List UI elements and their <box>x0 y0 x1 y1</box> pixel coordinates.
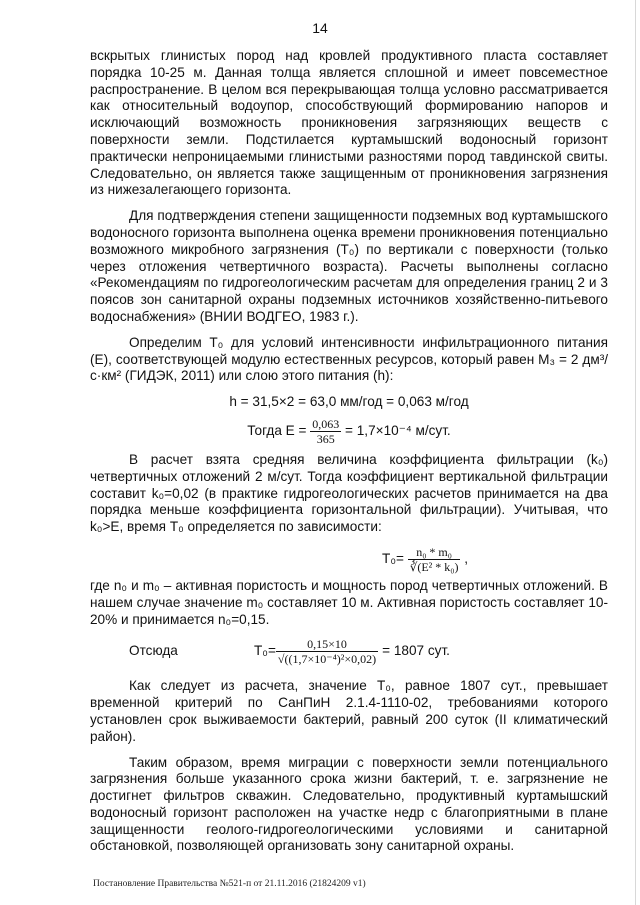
equation-e-suffix: = 1,7×10⁻⁴ м/сут. <box>345 423 451 439</box>
fraction-result-numerator: 0,15×10 <box>276 637 378 652</box>
otsyuda-label: Отсюда <box>129 643 178 659</box>
equation-t0-suffix: , <box>464 551 468 567</box>
paragraph-1: вскрытых глинистых пород над кровлей продуктивного пласта составляет порядка 10-25 м. Данная толща является сплошной и имеет повсеместное распространение. В целом вся перекрывающая толща условно рассматривается как относительный водоупор, способствующий формированию напоров и исключающий возможность проникновения загрязняющих веществ с поверхности земли. Подстилается куртамышский водоносный горизонт практически непроницаемыми глинистыми разностями пород тавдинской свиты. Следовательно, он является также защищенным от проникновения загрязнения из нижезалегающего горизонта. <box>90 48 608 198</box>
paragraph-5: где n₀ и m₀ – активная пористость и мощность пород четвертичных отложений. В нашем случае значение m₀ составляет 10 м. Активная пористость составляет 10-20% и принимается n₀=0,15. <box>90 577 608 627</box>
fraction-t0 <box>408 545 461 574</box>
paragraph-7: Таким образом, время миграции с поверхности земли потенциального загрязнения больше указанного срока жизни бактерий, т. е. загрязнение не достигнет фильтров скважин. Следовательно, продуктивный куртамышский водоносный горизонт расположен на участке недр с благоприятными в плане защищенности геолого-гидрогеологическими условиями и санитарной обстановкой, позволяющей организовать зону санитарной охраны. <box>90 754 608 854</box>
equation-result-lhs: Т₀= <box>254 643 276 659</box>
scan-edge-line <box>635 0 636 905</box>
fraction-e <box>310 417 341 446</box>
paragraph-2: Для подтверждения степени защищенности подземных вод куртамышского водоносного горизонта выполнена оценка времени проникновения потенциально возможного микробного загрязнения (Т₀) по вертикали с поверхности (только через отложения четвертичного возраста). Расчеты выполнены согласно «Рекомендациям по гидрогеологическим расчетам для определения границ 2 и 3 поясов зон санитарной охраны подземных источников хозяйственно-питьевого водоснабжения» (ВНИИ ВОДГЕО, 1983 г.). <box>90 208 608 324</box>
page-number: 14 <box>312 20 328 36</box>
fraction-e-denominator: 365 <box>316 431 335 446</box>
equation-e-prefix: Тогда Е = <box>247 423 307 439</box>
paragraph-4: В расчет взята средняя величина коэффициента фильтрации (k₀) четвертичных отложений 2 м/сут. Тогда коэффициент вертикальной фильтрации составит k₀=0,02 (в практике гидрогеологических расчетов принимается на два порядка меньше коэффициента горизонтальной фильтрации). Учитывая, что k₀>Е, время Т₀ определяется по зависимости: <box>90 451 608 535</box>
document-body <box>90 48 608 864</box>
fraction-result <box>276 637 378 666</box>
equation-result-suffix: = 1807 сут. <box>382 643 450 659</box>
equation-h: h = 31,5×2 = 63,0 мм/год = 0,063 м/год <box>229 394 469 410</box>
fraction-e-numerator: 0,063 <box>312 416 340 431</box>
equation-e <box>90 417 608 446</box>
equation-t0-lhs: Т₀= <box>382 551 404 567</box>
paragraph-3: Определим Т₀ для условий интенсивности инфильтрационного питания (Е), соответствующей модулю естественных ресурсов, который равен М₃ = 2 дм³/с·км² (ГИДЭК, 2011) или слою этого питания (h): <box>90 334 608 384</box>
calculation-row <box>90 637 608 666</box>
equation-t0 <box>90 545 608 574</box>
paragraph-6: Как следует из расчета, значение Т₀, равное 1807 сут., превышает временной критерий по СанПиН 2.1.4-1110-02, требованиями которого установлен срок выживаемости бактерий, равный 200 суток (II климатический район). <box>90 678 608 744</box>
fraction-t0-numerator: n₀ * m₀ <box>408 545 461 560</box>
fraction-t0-denominator: ∛(E² * k₀) <box>409 559 459 574</box>
fraction-result-denominator: √((1,7×10⁻⁴)²×0,02) <box>277 652 377 667</box>
footer-note: Постановление Правительства №521-п от 21.11.2016 (21824209 v1) <box>93 879 366 889</box>
